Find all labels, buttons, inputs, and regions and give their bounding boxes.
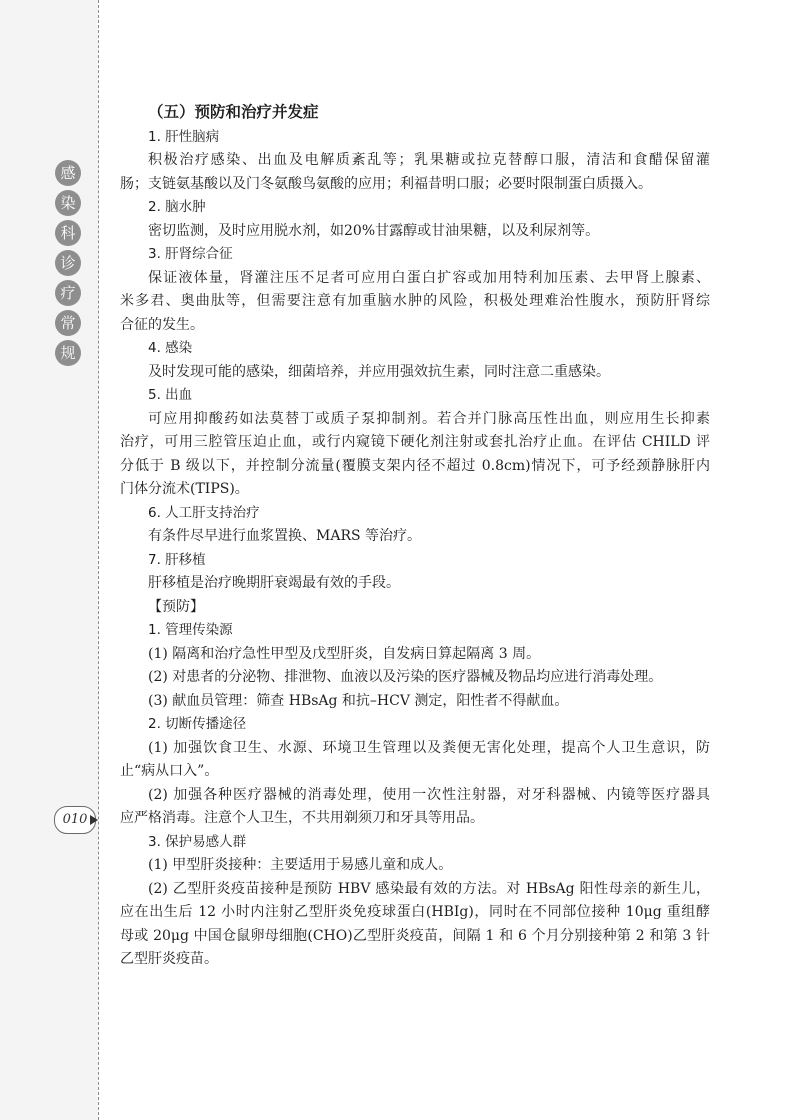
book-title-char: 感 (55, 160, 81, 186)
body-line: 有条件尽早进行血浆置换、MARS 等治疗。 (148, 528, 422, 544)
book-title-char: 疗 (55, 280, 81, 306)
body-line: 可应用抑酸药如法莫替丁或质子泵抑制剂。若合并门脉高压性出血，则应用生长抑素 (148, 410, 710, 427)
prevention-heading: 【预防】 (148, 598, 204, 615)
subsection-title: 2. 脑水肿 (148, 199, 206, 215)
body-line: 米多君、奥曲肽等，但需要注意有加重脑水肿的风险，积极处理难治性腹水，预防肝肾综 (120, 293, 710, 309)
body-line: 乙型肝炎疫苗。 (120, 951, 218, 967)
body-line: (1) 隔离和治疗急性甲型及戊型肝炎，自发病日算起隔离 3 周。 (148, 645, 541, 662)
subsection-title: 1. 管理传染源 (148, 622, 233, 638)
body-line: (1) 甲型肝炎接种：主要适用于易感儿童和成人。 (148, 857, 453, 873)
body-line: 分低于 B 级以下，并控制分流量(覆膜支架内径不超过 0.8cm)情况下，可予经颈静脉肝内 (120, 457, 710, 474)
subsection-title: 4. 感染 (148, 340, 193, 356)
body-line: (1) 加强饮食卫生、水源、环境卫生管理以及粪便无害化处理，提高个人卫生意识，防 (148, 739, 710, 756)
subsection-title: 7. 肝移植 (148, 551, 206, 568)
book-title-vertical (55, 160, 89, 370)
page-pointer-icon (90, 815, 98, 825)
subsection-title: 5. 出血 (148, 387, 193, 403)
body-line: 密切监测，及时应用脱水剂，如20%甘露醇或甘油果糖，以及利尿剂等。 (148, 222, 600, 239)
book-title-char: 规 (55, 340, 81, 366)
body-line: 应严格消毒。注意个人卫生，不共用剃须刀和牙具等用品。 (120, 810, 484, 826)
book-title-char: 染 (55, 190, 81, 216)
body-line: 保证液体量，肾灌注压不足者可应用白蛋白扩容或加用特利加压素、去甲肾上腺素、 (148, 269, 710, 286)
body-line: 止“病从口入”。 (120, 763, 219, 779)
body-line: (3) 献血员管理：筛查 HBsAg 和抗–HCV 测定，阳性者不得献血。 (148, 692, 569, 709)
subsection-title: 3. 保护易感人群 (148, 833, 247, 850)
subsection-title: 1. 肝性脑病 (148, 128, 220, 145)
body-line: 积极治疗感染、出血及电解质紊乱等；乳果糖或拉克替醇口服，清洁和食醋保留灌 (148, 152, 710, 168)
body-line: 肝移植是治疗晚期肝衰竭最有效的手段。 (148, 575, 400, 591)
dashed-divider (98, 0, 99, 1120)
book-title-char: 科 (55, 220, 81, 246)
page-number: 010 (54, 806, 96, 834)
body-line: 应在出生后 12 小时内注射乙型肝炎免疫球蛋白(HBIg)，同时在不同部位接种 10μg 重组酵 (120, 904, 710, 920)
body-line: (2) 乙型肝炎疫苗接种是预防 HBV 感染最有效的方法。对 HBsAg 阳性母亲的新生儿， (148, 880, 710, 897)
book-title-char: 诊 (55, 250, 81, 276)
body-line: 门体分流术(TIPS)。 (120, 481, 249, 497)
subsection-title: 6. 人工肝支持治疗 (148, 504, 260, 521)
body-line: 治疗，可用三腔管压迫止血，或行内窥镜下硬化剂注射或套扎治疗止血。在评估 CHILD 评 (120, 434, 710, 450)
book-title-char: 常 (55, 310, 81, 336)
body-line: (2) 加强各种医疗器械的消毒处理，使用一次性注射器，对牙科器械、内镜等医疗器具 (148, 786, 710, 803)
section-heading: （五）预防和治疗并发症 (148, 102, 319, 121)
body-line: 及时发现可能的感染，细菌培养，并应用强效抗生素，同时注意二重感染。 (148, 363, 610, 380)
body-line: 合征的发生。 (120, 316, 204, 333)
subsection-title: 3. 肝肾综合征 (148, 246, 233, 262)
body-line: 母或 20μg 中国仓鼠卵母细胞(CHO)乙型肝炎疫苗，间隔 1 和 6 个月分别接种第 2 和第 3 针 (120, 927, 710, 944)
body-line: 肠；支链氨基酸以及门冬氨酸鸟氨酸的应用；利福昔明口服；必要时限制蛋白质摄入。 (120, 175, 652, 192)
page-body (120, 100, 710, 972)
body-line: (2) 对患者的分泌物、排泄物、血液以及污染的医疗器械及物品均应进行消毒处理。 (148, 669, 663, 685)
subsection-title: 2. 切断传播途径 (148, 716, 247, 732)
